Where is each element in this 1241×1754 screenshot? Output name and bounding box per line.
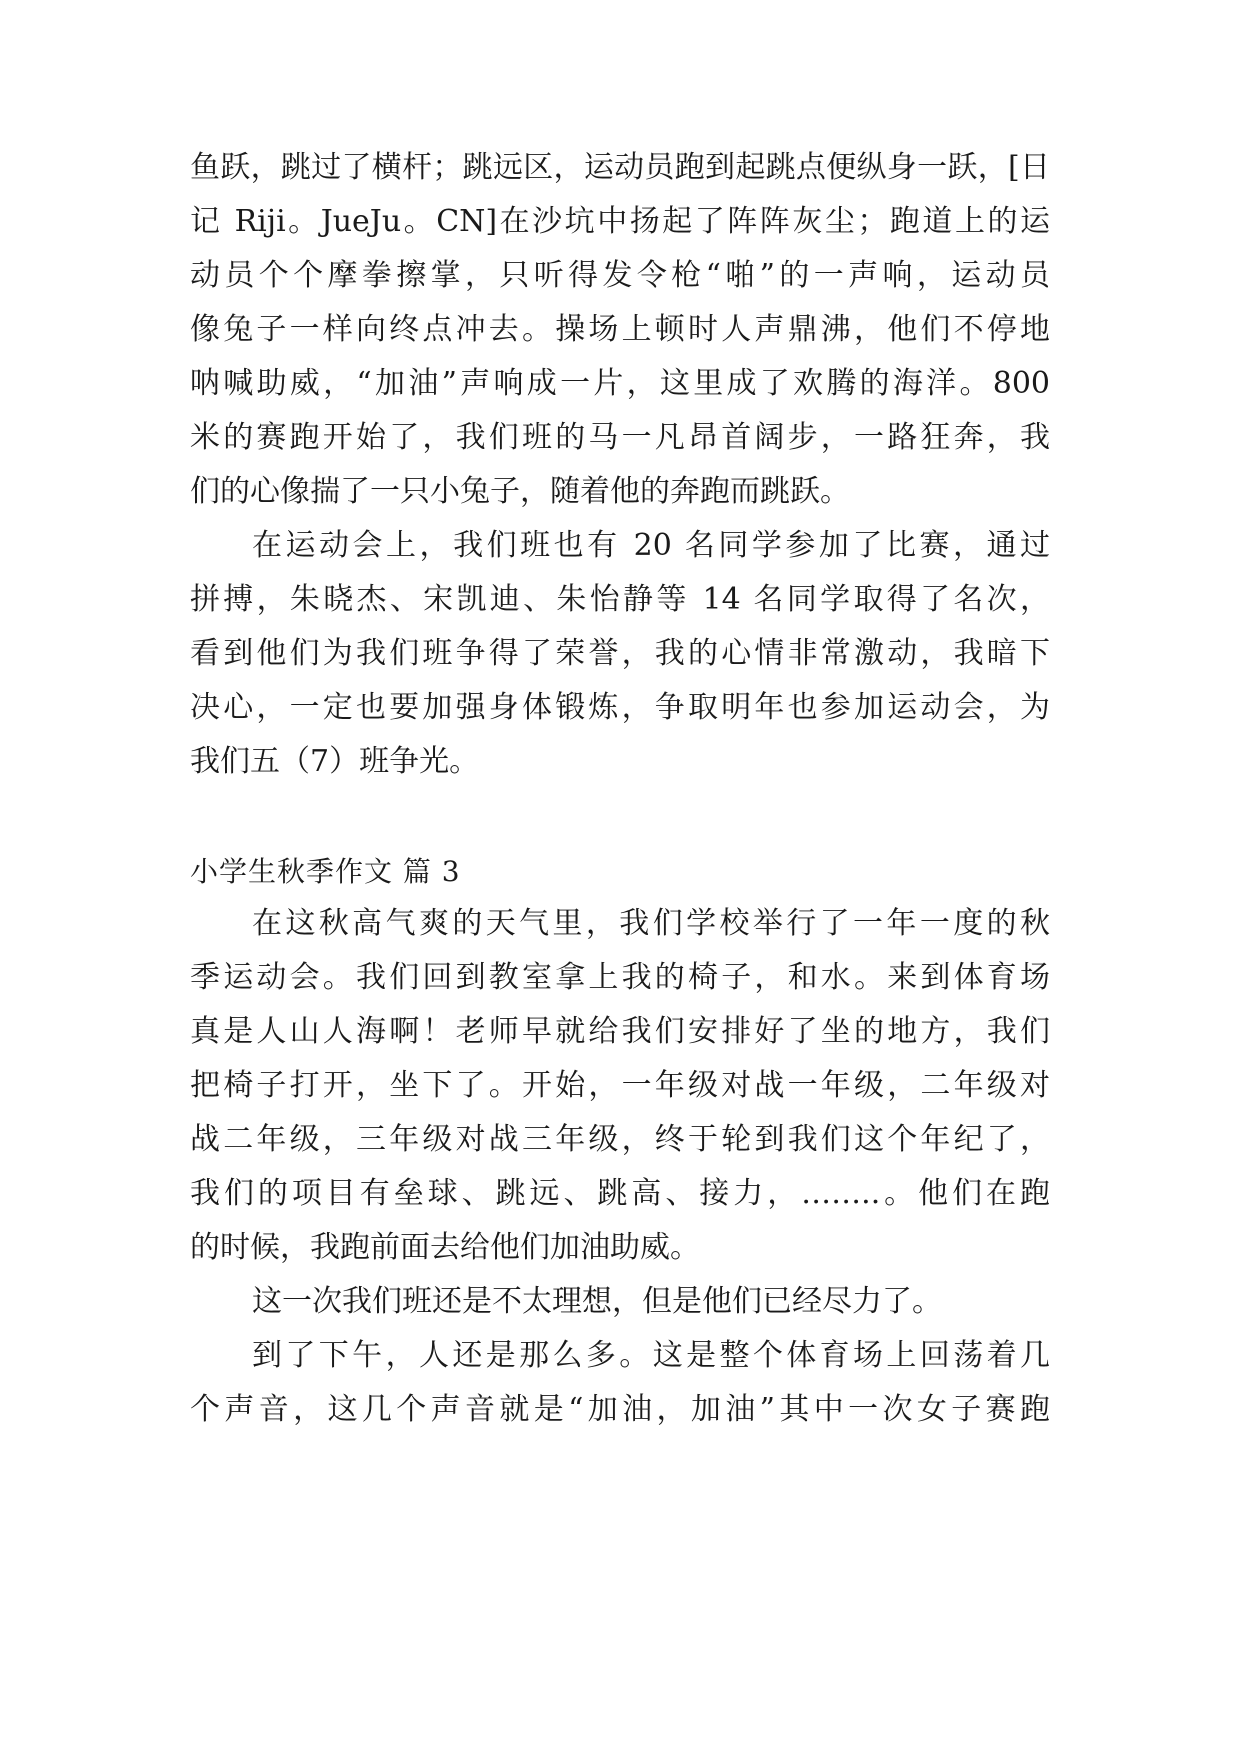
- text-line: 把椅子打开，坐下了。开始，一年级对战一年级，二年级对: [190, 1068, 1050, 1103]
- text-line: 鱼跃，跳过了横杆；跳远区，运动员跑到起跳点便纵身一跃，[日: [190, 150, 1050, 185]
- text-line: 季运动会。我们回到教室拿上我的椅子，和水。来到体育场: [190, 960, 1050, 995]
- essay-heading: 小学生秋季作文 篇 3: [190, 855, 461, 888]
- text-line: 看到他们为我们班争得了荣誉，我的心情非常激动，我暗下: [190, 636, 1050, 671]
- text-line: 拼搏，朱晓杰、宋凯迪、朱怡静等 14 名同学取得了名次，: [190, 582, 1050, 617]
- text-line: 米的赛跑开始了，我们班的马一凡昂首阔步，一路狂奔，我: [190, 420, 1050, 455]
- text-line: 真是人山人海啊！老师早就给我们安排好了坐的地方，我们: [190, 1014, 1050, 1049]
- text-line: 我们的项目有垒球、跳远、跳高、接力，……..。他们在跑: [190, 1176, 1050, 1211]
- text-line: 的时候，我跑前面去给他们加油助威。: [190, 1230, 700, 1265]
- text-line: 战二年级，三年级对战三年级，终于轮到我们这个年纪了，: [190, 1122, 1050, 1157]
- text-line: 们的心像揣了一只小兔子，随着他的奔跑而跳跃。: [190, 474, 850, 509]
- text-line: 到了下午，人还是那么多。这是整个体育场上回荡着几: [252, 1338, 1050, 1373]
- text-line: 记 Riji。JueJu。CN]在沙坑中扬起了阵阵灰尘；跑道上的运: [190, 204, 1050, 239]
- text-line: 在运动会上，我们班也有 20 名同学参加了比赛，通过: [252, 528, 1050, 563]
- text-line: 在这秋高气爽的天气里，我们学校举行了一年一度的秋: [252, 906, 1050, 941]
- text-line: 我们五（7）班争光。: [190, 744, 480, 779]
- text-line: 个声音，这几个声音就是“加油，加油”其中一次女子赛跑: [190, 1392, 1050, 1427]
- text-line: 决心，一定也要加强身体锻炼，争取明年也参加运动会，为: [190, 690, 1050, 725]
- text-line: 呐喊助威，“加油”声响成一片，这里成了欢腾的海洋。800: [190, 366, 1050, 401]
- text-line: 动员个个摩拳擦掌，只听得发令枪“啪”的一声响，运动员: [190, 258, 1050, 293]
- text-line: 像兔子一样向终点冲去。操场上顿时人声鼎沸，他们不停地: [190, 312, 1050, 347]
- text-line: 这一次我们班还是不太理想，但是他们已经尽力了。: [252, 1284, 942, 1319]
